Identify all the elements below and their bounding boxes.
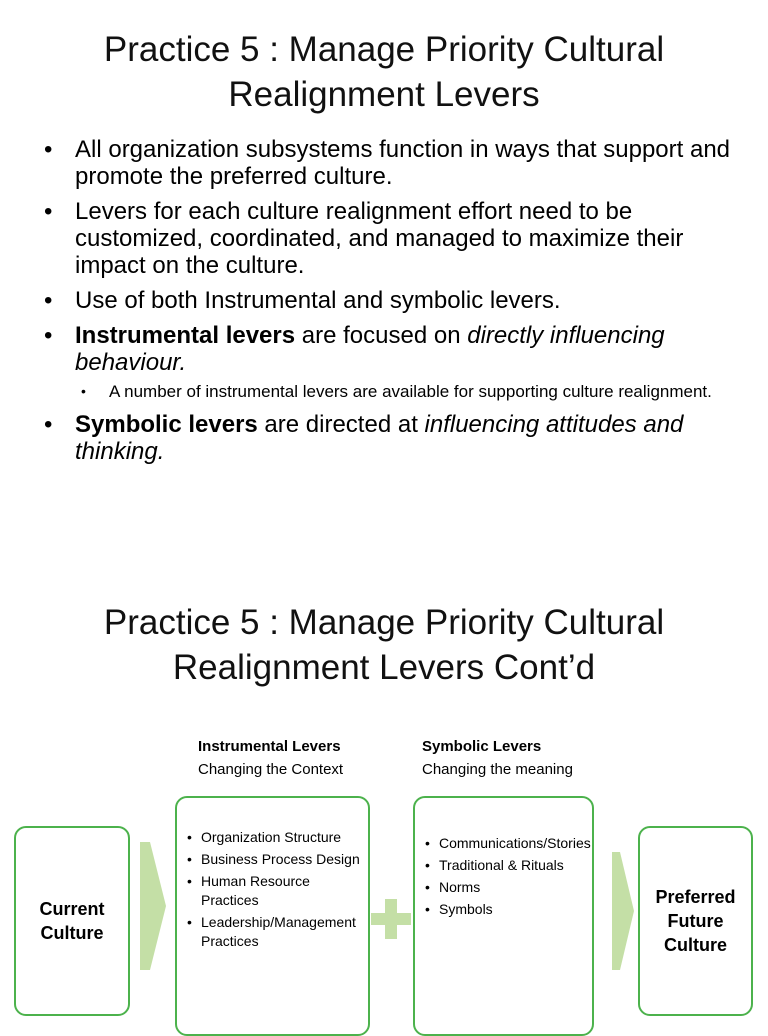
slide2-title-line1: Practice 5 : Manage Priority Cultural	[103, 603, 665, 642]
list-item	[187, 850, 365, 869]
slide1-bullet-list	[44, 136, 744, 473]
preferred-culture-line: Future	[667, 911, 724, 931]
bullet-item	[44, 411, 744, 465]
slide1-title	[0, 27, 768, 117]
symbolic-levers-box	[413, 796, 594, 1036]
instrumental-levers-subheading: Changing the Context	[198, 761, 344, 778]
bullet-text: are directed at	[257, 411, 425, 438]
bullet-bold-term: Symbolic levers	[75, 411, 258, 438]
bullet-dot: •	[44, 411, 53, 438]
bullet-item	[44, 198, 744, 279]
plus-icon	[371, 899, 411, 939]
sub-bullet-text: A number of instrumental levers are available for supporting culture realignment.	[109, 382, 712, 401]
list-item-text: • Human Resource Practices	[201, 873, 310, 908]
bullet-dot: •	[81, 383, 86, 399]
bullet-text: Levers for each culture realignment effort need to be customized, coordinated, and managed to maximize their impact on the culture.	[75, 198, 684, 279]
preferred-culture-line: Culture	[664, 935, 727, 955]
bullet-italic-text: influencing attitudes and thinking.	[75, 411, 684, 465]
list-item-text: • Traditional & Rituals	[439, 857, 564, 873]
current-culture-line: Current	[39, 899, 105, 919]
bullet-item	[44, 287, 744, 314]
list-item	[187, 913, 365, 951]
list-item-text: • Organization Structure	[201, 829, 342, 845]
list-item-text: • Communications/Stories	[439, 835, 591, 851]
list-item	[425, 900, 593, 919]
list-item	[425, 878, 593, 897]
slide1-title-line1: Practice 5 : Manage Priority Cultural	[103, 30, 665, 69]
current-culture-line: Culture	[40, 923, 104, 943]
slide1-title-line2: Realignment Levers	[228, 75, 540, 114]
bullet-dot: •	[44, 322, 53, 349]
instrumental-levers-header	[198, 735, 343, 781]
slide2-title-line2: Realignment Levers Cont’d	[172, 648, 596, 687]
symbolic-levers-list	[425, 834, 593, 922]
bullet-dot: •	[44, 136, 53, 163]
preferred-future-culture-box	[638, 826, 753, 1016]
list-item-text: • Norms	[439, 879, 481, 895]
instrumental-levers-list	[187, 828, 365, 954]
list-item	[425, 856, 593, 875]
symbolic-levers-header	[422, 735, 573, 781]
chevron-arrow-icon	[612, 852, 634, 970]
slide2-title	[0, 600, 768, 690]
preferred-culture-line: Preferred	[655, 887, 736, 907]
current-culture-box	[14, 826, 130, 1016]
list-item-text: • Leadership/Management Practices	[201, 914, 356, 949]
preferred-future-culture-label	[640, 885, 751, 957]
bullet-italic-text: directly influencing behaviour.	[75, 322, 665, 376]
bullet-bold-term: Instrumental levers	[75, 322, 296, 349]
symbolic-levers-subheading: Changing the meaning	[422, 761, 573, 778]
list-item	[187, 828, 365, 847]
bullet-item	[44, 136, 744, 190]
instrumental-levers-heading: Instrumental Levers	[198, 738, 341, 755]
sub-bullet-item	[44, 382, 744, 401]
bullet-text: are focused on	[295, 322, 468, 349]
list-item	[425, 834, 593, 853]
bullet-item	[44, 322, 744, 376]
instrumental-levers-box	[175, 796, 370, 1036]
bullet-text: Use of both Instrumental and symbolic levers.	[75, 287, 561, 314]
chevron-arrow-icon	[140, 842, 166, 970]
bullet-dot: •	[44, 198, 53, 225]
symbolic-levers-heading: Symbolic Levers	[422, 738, 542, 755]
bullet-text: All organization subsystems function in ways that support and promote the preferred culture.	[75, 136, 731, 190]
list-item	[187, 872, 365, 910]
list-item-text: • Business Process Design	[201, 851, 360, 867]
list-item-text: • Symbols	[439, 901, 493, 917]
bullet-dot: •	[44, 287, 53, 314]
current-culture-label	[16, 897, 128, 945]
